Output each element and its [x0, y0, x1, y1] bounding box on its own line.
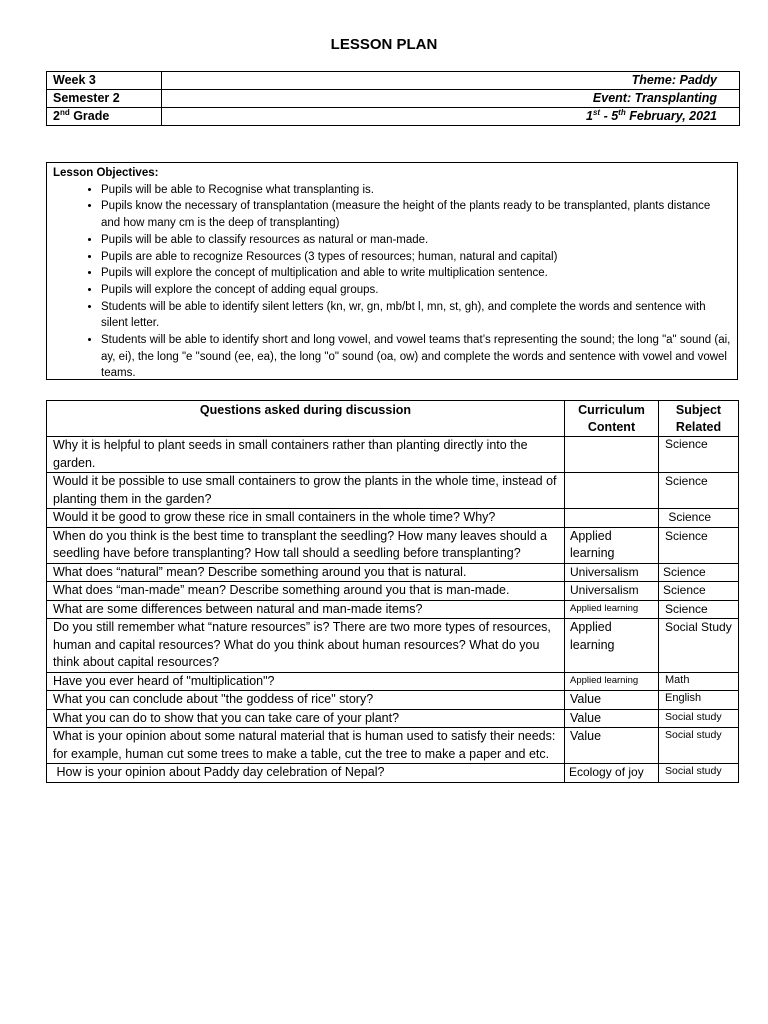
table-row — [47, 473, 739, 509]
subject-cell: Social study — [659, 709, 739, 728]
date-end-sup: th — [618, 107, 626, 117]
subject-cell: Science — [659, 563, 739, 582]
curriculum-cell: Value — [565, 728, 659, 764]
objective-item: • Students will be able to identify silent letters (kn, wr, gn, mb/bt l, mn, st, gh), and complete the words and sentence with silent letter. — [101, 299, 731, 332]
lesson-objectives-box — [46, 162, 738, 380]
curriculum-cell: Applied learning — [565, 527, 659, 563]
header-row-semester — [47, 90, 740, 108]
page-title: LESSON PLAN — [330, 36, 438, 53]
curriculum-cell: Applied learning — [565, 672, 659, 691]
question-cell: How is your opinion about Paddy day celebration of Nepal? — [47, 764, 565, 783]
objective-item: • Students will be able to identify short and long vowel, and vowel teams that’s representing the sound; the long "a" sound (ai, ay, ei), the long "e "sound (ee, ea), the long "o" sound (oa, ow) and complete the words and sentence with vowel and vowel teams. — [101, 332, 731, 382]
objective-item: • Pupils will be able to Recognise what transplanting is. — [101, 182, 731, 199]
subject-cell: Science — [659, 473, 739, 509]
curriculum-cell — [565, 437, 659, 473]
curriculum-cell: Universalism — [565, 563, 659, 582]
question-cell: What does “man-made” mean? Describe something around you that is man-made. — [47, 582, 565, 601]
objective-item: • Pupils will be able to classify resources as natural or man-made. — [101, 232, 731, 249]
subject-cell: Social study — [659, 728, 739, 764]
curriculum-header: Curriculum Content — [565, 401, 659, 437]
table-row — [47, 728, 739, 764]
subject-cell: Math — [659, 672, 739, 691]
table-row — [47, 691, 739, 710]
question-cell: What does “natural” mean? Describe something around you that is natural. — [47, 563, 565, 582]
subject-cell: Science — [659, 527, 739, 563]
subject-cell: Social Study — [659, 619, 739, 673]
table-row — [47, 672, 739, 691]
table-row — [47, 582, 739, 601]
date-label — [162, 108, 740, 126]
table-row — [47, 563, 739, 582]
questions-header-row — [47, 401, 739, 437]
subject-cell: Science — [659, 509, 739, 528]
curriculum-cell — [565, 509, 659, 528]
objective-item: • Pupils will explore the concept of adding equal groups. — [101, 282, 731, 299]
question-cell: What are some differences between natural and man-made items? — [47, 600, 565, 619]
subject-header: Subject Related — [659, 401, 739, 437]
curriculum-cell: Value — [565, 709, 659, 728]
header-row-grade — [47, 108, 740, 126]
objectives-list — [53, 182, 731, 382]
date-end: February, 2021 — [625, 109, 717, 123]
subject-cell: Science — [659, 582, 739, 601]
date-start: 1 — [586, 109, 593, 123]
grade-label — [47, 108, 162, 126]
subject-cell: Social study — [659, 764, 739, 783]
question-cell: What you can do to show that you can take care of your plant? — [47, 709, 565, 728]
objectives-title: Lesson Objectives: — [53, 167, 159, 179]
objective-item: • Pupils know the necessary of transplantation (measure the height of the plants ready to be transplanted, plants distance and how many cm is the deep of transplanting) — [101, 198, 731, 231]
curriculum-cell: Universalism — [565, 582, 659, 601]
table-row — [47, 709, 739, 728]
question-cell: Do you still remember what “nature resources” is? There are two more types of resources, human and capital resources? What do you think about human resources? What do you think about capital resources? — [47, 619, 565, 673]
question-cell: Why it is helpful to plant seeds in small containers rather than planting directly into the garden. — [47, 437, 565, 473]
curriculum-cell: Applied learning — [565, 600, 659, 619]
curriculum-cell — [565, 473, 659, 509]
table-row — [47, 437, 739, 473]
grade-text: Grade — [69, 109, 110, 123]
grade-num: 2 — [53, 109, 60, 123]
grade-sup: nd — [59, 107, 70, 117]
date-mid: - 5 — [600, 109, 619, 123]
question-cell: Have you ever heard of "multiplication"? — [47, 672, 565, 691]
subject-cell: English — [659, 691, 739, 710]
curriculum-cell: Applied learning — [565, 619, 659, 673]
table-row — [47, 509, 739, 528]
table-row — [47, 600, 739, 619]
subject-cell: Science — [659, 600, 739, 619]
question-cell: Would it be possible to use small containers to grow the plants in the whole time, instead of planting them in the garden? — [47, 473, 565, 509]
question-cell: Would it be good to grow these rice in small containers in the whole time? Why? — [47, 509, 565, 528]
curriculum-cell: Value — [565, 691, 659, 710]
curriculum-cell: Ecology of joy — [565, 764, 659, 783]
header-table — [46, 71, 740, 126]
question-cell: What is your opinion about some natural material that is human used to satisfy their needs: for example, human cut some trees to make a table, cut the tree to make a paper and etc. — [47, 728, 565, 764]
question-cell: When do you think is the best time to transplant the seedling? How many leaves should a seedling have before transplanting? How tall should a seedling before transplanting? — [47, 527, 565, 563]
semester-label: Semester 2 — [47, 90, 162, 108]
header-row-week — [47, 72, 740, 90]
subject-cell: Science — [659, 437, 739, 473]
week-label: Week 3 — [47, 72, 162, 90]
questions-table — [46, 400, 739, 783]
date-start-sup: st — [592, 107, 601, 117]
table-row — [47, 764, 739, 783]
table-row — [47, 527, 739, 563]
table-row — [47, 619, 739, 673]
questions-header: Questions asked during discussion — [47, 401, 565, 437]
question-cell: What you can conclude about "the goddess of rice" story? — [47, 691, 565, 710]
objective-item: • Pupils will explore the concept of multiplication and able to write multiplication sentence. — [101, 265, 731, 282]
event-label: Event: Transplanting — [162, 90, 740, 108]
objective-item: • Pupils are able to recognize Resources (3 types of resources; human, natural and capital) — [101, 249, 731, 266]
theme-label: Theme: Paddy — [162, 72, 740, 90]
